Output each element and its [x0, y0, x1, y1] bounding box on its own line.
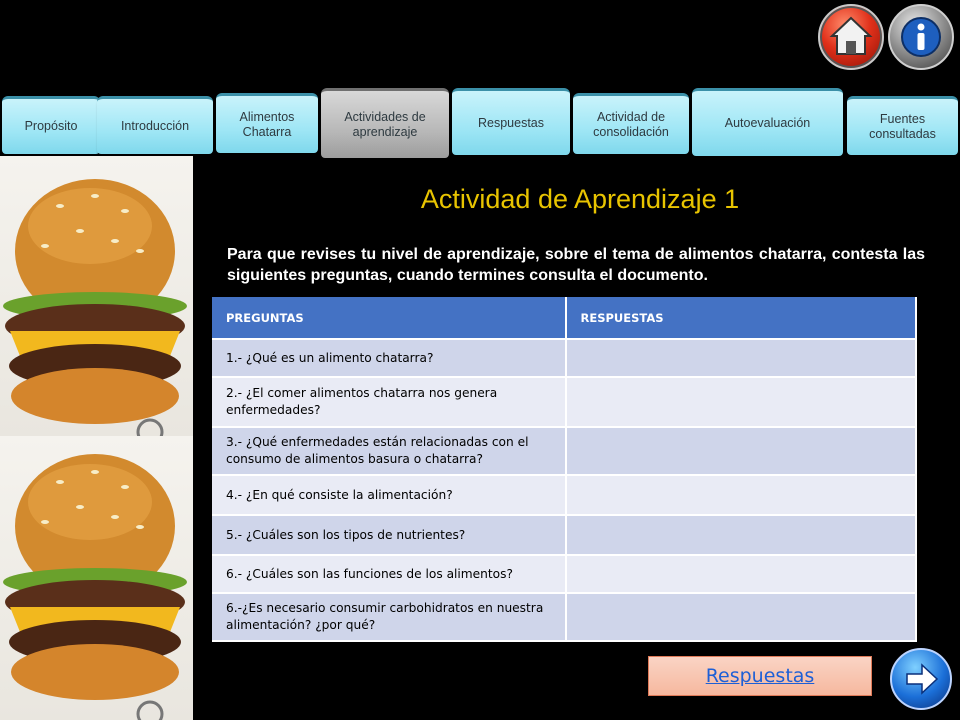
respuestas-link-button[interactable]: Respuestas: [648, 656, 872, 696]
next-button[interactable]: [890, 648, 952, 710]
question-cell: 1.- ¿Qué es un alimento chatarra?: [212, 339, 566, 377]
burger-image-top: [0, 156, 193, 436]
question-cell: 6.- ¿Cuáles son las funciones de los alimentos?: [212, 555, 566, 593]
tab-label: Actividades de aprendizaje: [344, 109, 426, 139]
info-button[interactable]: [888, 4, 954, 70]
tab-proposito[interactable]: [2, 96, 100, 154]
header-preguntas: PREGUNTAS: [212, 297, 566, 339]
tab-actividad-consolidacion[interactable]: [573, 93, 689, 154]
tab-introduccion[interactable]: [97, 96, 213, 154]
question-cell: 2.- ¿El comer alimentos chatarra nos genera enfermedades?: [212, 377, 566, 427]
answer-cell[interactable]: [566, 515, 917, 555]
tab-label: Actividad de consolidación: [593, 110, 669, 139]
questions-table: [212, 297, 917, 642]
question-cell: 4.- ¿En qué consiste la alimentación?: [212, 475, 566, 515]
home-button[interactable]: [818, 4, 884, 70]
answer-cell[interactable]: [566, 339, 917, 377]
table-row: [212, 339, 916, 377]
answer-cell[interactable]: [566, 427, 917, 475]
answer-cell[interactable]: [566, 475, 917, 515]
question-cell: 5.- ¿Cuáles son los tipos de nutrientes?: [212, 515, 566, 555]
arrow-right-icon: [892, 650, 950, 708]
table-row: [212, 555, 916, 593]
table-row: [212, 593, 916, 641]
instructions-text: Para que revises tu nivel de aprendizaje, sobre el tema de alimentos chatarra, contesta las siguientes preguntas, cuando termines consulta el documento.: [227, 246, 925, 284]
table-row: [212, 427, 916, 475]
tab-label: Introducción: [120, 119, 190, 133]
answer-cell[interactable]: [566, 555, 917, 593]
table-row: [212, 475, 916, 515]
tab-label: Fuentes consultadas: [869, 112, 936, 141]
tab-label: Respuestas: [477, 115, 544, 130]
tab-actividades-aprendizaje[interactable]: [321, 88, 449, 158]
info-icon: [890, 6, 952, 68]
home-icon: [820, 6, 882, 68]
answer-cell[interactable]: [566, 377, 917, 427]
question-cell: 3.- ¿Qué enfermedades están relacionadas con el consumo de alimentos basura o chatarra?: [212, 427, 566, 475]
tab-label: Propósito: [24, 119, 78, 133]
tab-fuentes-consultadas[interactable]: [847, 96, 958, 155]
tab-label: Autoevaluación: [724, 116, 811, 130]
table-row: [212, 515, 916, 555]
tab-autoevaluacion[interactable]: [692, 88, 843, 156]
header-respuestas: RESPUESTAS: [566, 297, 917, 339]
table-row: [212, 377, 916, 427]
tab-alimentos-chatarra[interactable]: [216, 93, 318, 153]
tab-respuestas[interactable]: [452, 88, 570, 155]
tab-label: Alimentos Chatarra: [239, 109, 295, 139]
question-cell: 6.-¿Es necesario consumir carbohidratos en nuestra alimentación? ¿por qué?: [212, 593, 566, 641]
burger-image-bottom: [0, 436, 193, 720]
answer-cell[interactable]: [566, 593, 917, 641]
page-title: Actividad de Aprendizaje 1: [420, 184, 740, 214]
